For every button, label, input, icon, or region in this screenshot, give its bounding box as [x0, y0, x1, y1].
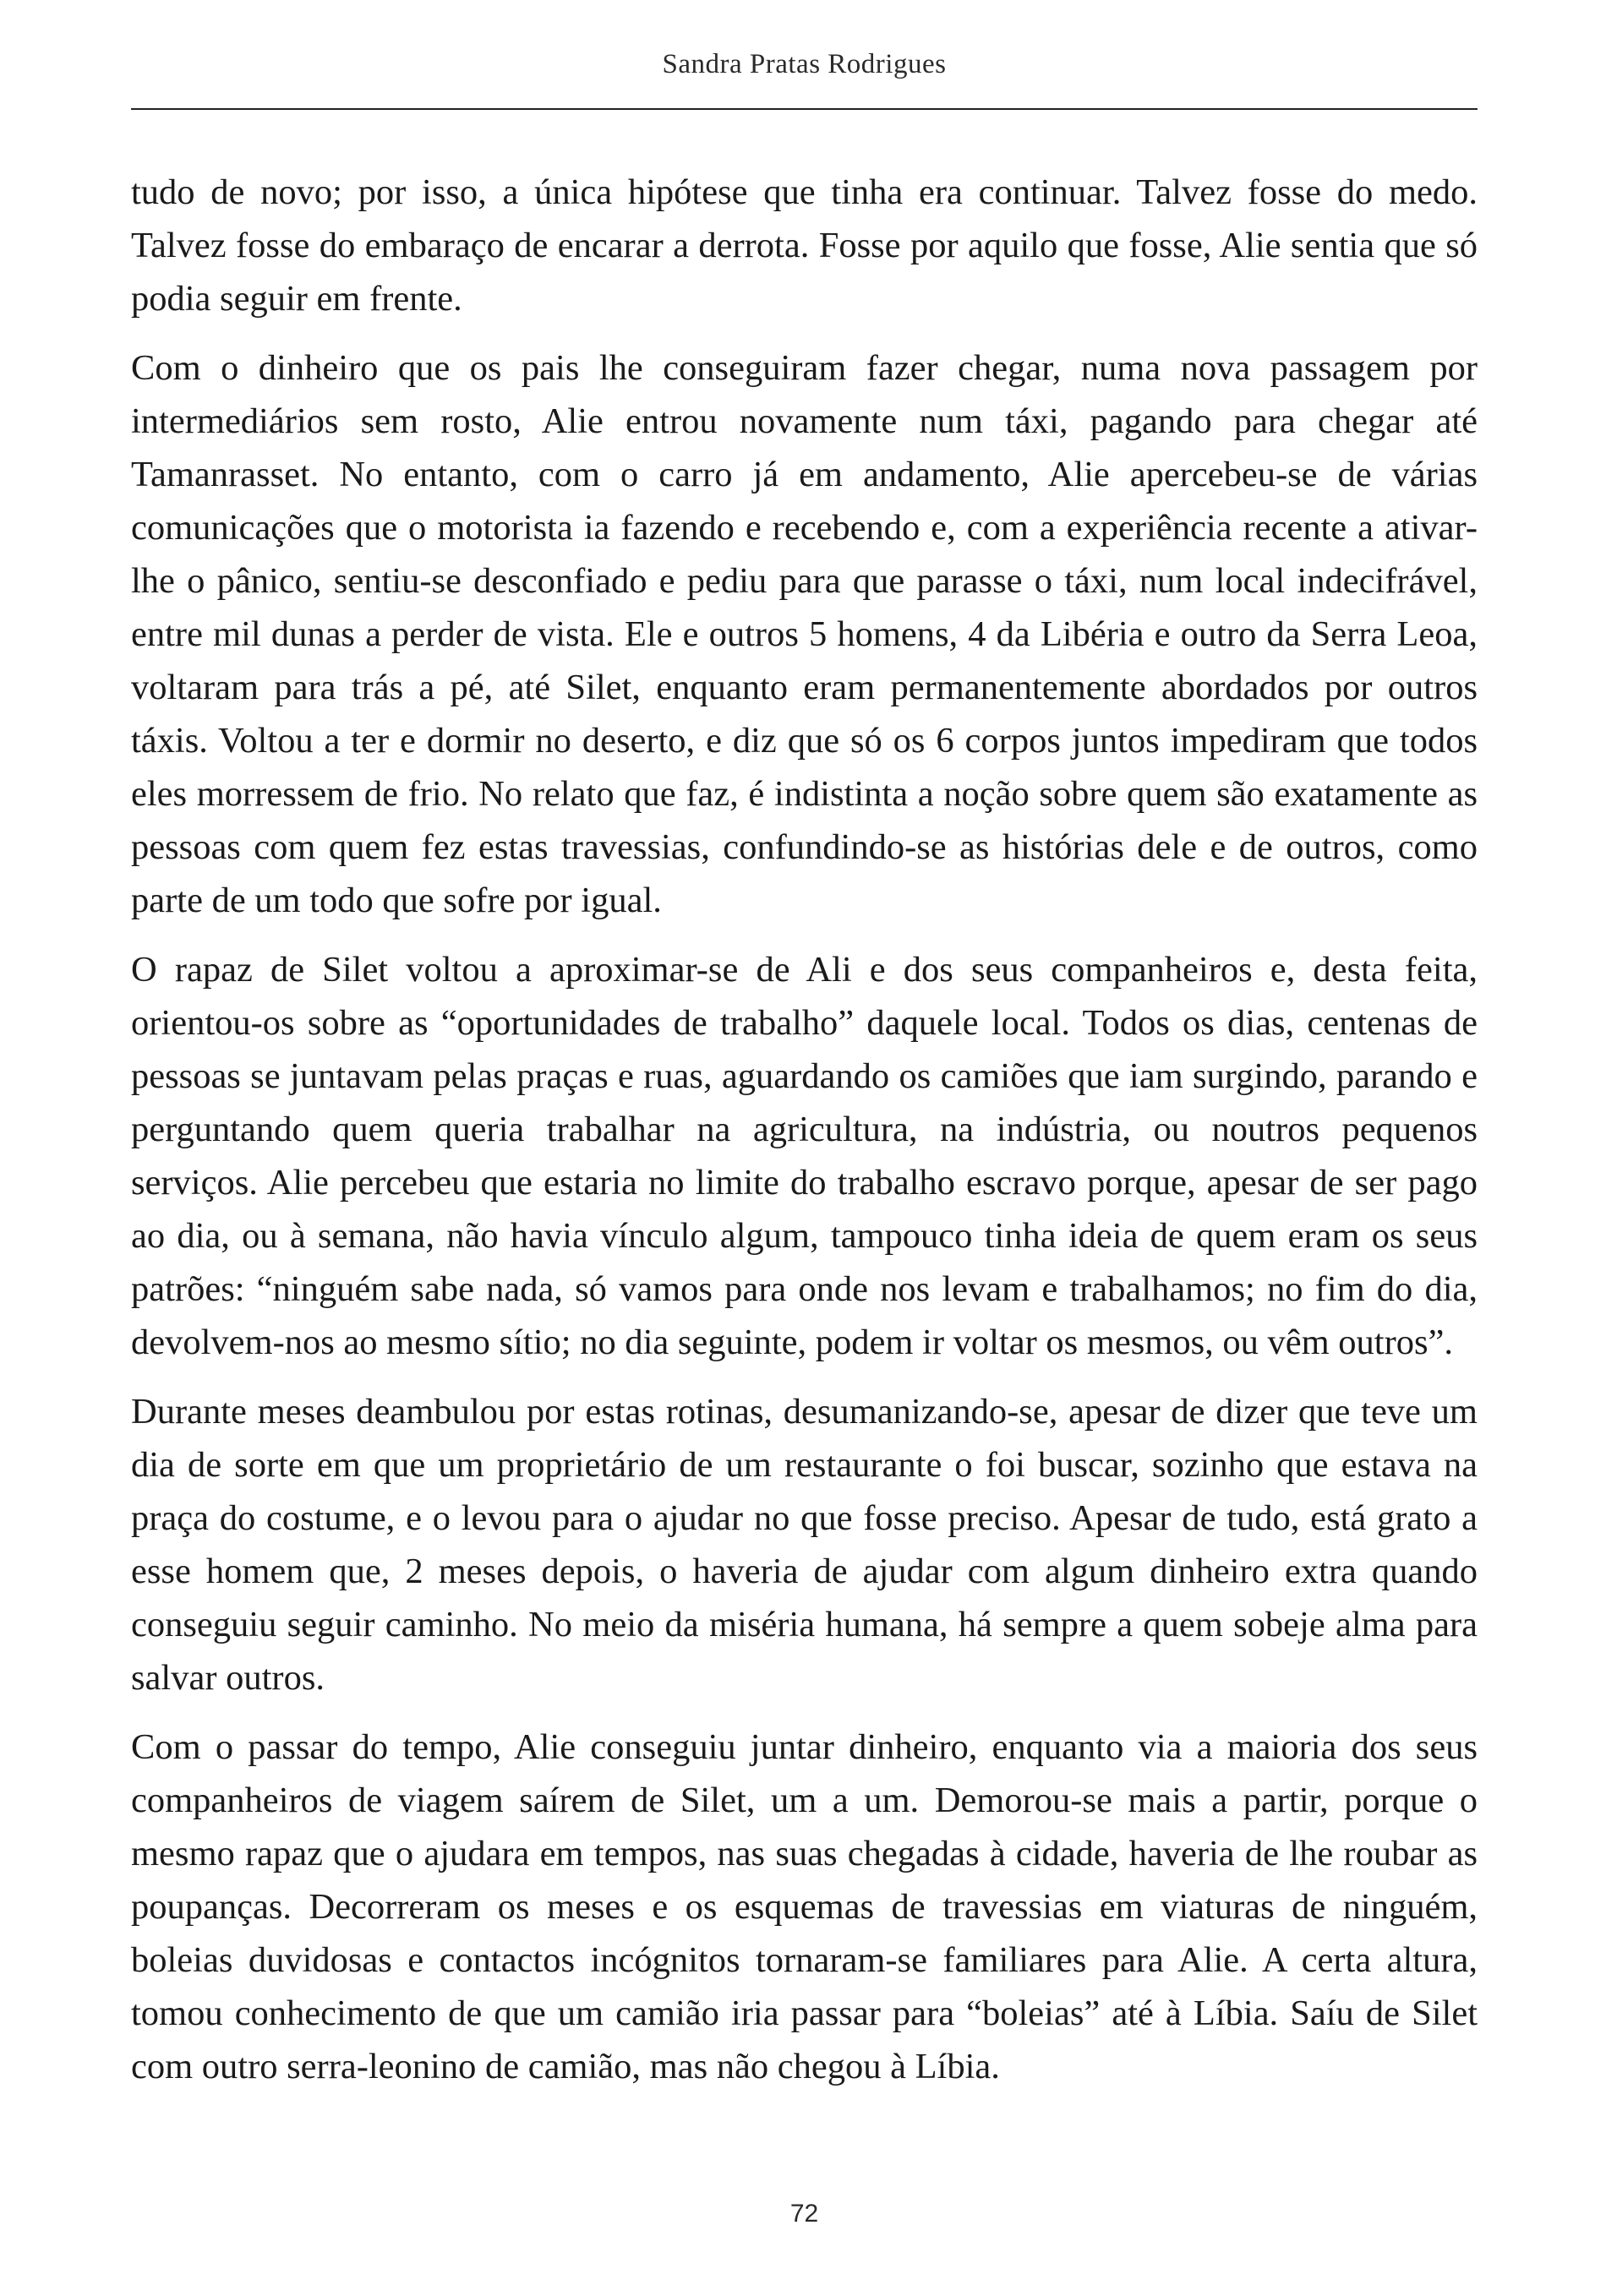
body-text [131, 166, 1478, 2109]
running-header-author: Sandra Pratas Rodrigues [662, 49, 947, 79]
paragraph: O rapaz de Silet voltou a aproximar-se de Ali e dos seus companheiros e, desta feita, orientou-os sobre as “oportunidades de trabalho” daquele local. Todos os dias, centenas de pessoas se juntavam pelas praças e ruas, aguardando os camiões que iam surgindo, parando e perguntando quem queria trabalhar na agricultura, na indústria, ou noutros pequenos serviços. Alie percebeu que estaria no limite do trabalho escravo porque, apesar de ser pago ao dia, ou à semana, não havia vínculo algum, tampouco tinha ideia de quem eram os seus patrões: “ninguém sabe nada, só vamos para onde nos levam e trabalhamos; no fim do dia, devolvem-nos ao mesmo sítio; no dia seguinte, podem ir voltar os mesmos, ou vêm outros”. [131, 950, 1478, 1362]
paragraph: Durante meses deambulou por estas rotinas, desumanizando-se, apesar de dizer que teve um dia de sorte em que um proprietário de um restaurante o foi buscar, sozinho que estava na praça do costume, e o levou para o ajudar no que fosse preciso. Apesar de tudo, está grato a esse homem que, 2 meses depois, o haveria de ajudar com algum dinheiro extra quando conseguiu seguir caminho. No meio da miséria humana, há sempre a quem sobeje alma para salvar outros. [131, 1392, 1478, 1698]
paragraph: Com o passar do tempo, Alie conseguiu juntar dinheiro, enquanto via a maioria dos seus companheiros de viagem saírem de Silet, um a um. Demorou-se mais a partir, porque o mesmo rapaz que o ajudara em tempos, nas suas chegadas à cidade, haveria de lhe roubar as poupanças. Decorreram os meses e os esquemas de travessias em viaturas de ninguém, boleias duvidosas e contactos incógnitos tornaram-se familiares para Alie. A certa altura, tomou conhecimento de que um camião iria passar para “boleias” até à Líbia. Saíu de Silet com outro serra-leonino de camião, mas não chegou à Líbia. [131, 1727, 1478, 2086]
page-number: 72 [789, 2200, 819, 2228]
header-divider [131, 108, 1478, 110]
paragraph: tudo de novo; por isso, a única hipótese que tinha era continuar. Talvez fosse do medo. Talvez fosse do embaraço de encarar a derrota. Fosse por aquilo que fosse, Alie sentia que só podia seguir em frente. [131, 172, 1478, 319]
paragraph: Com o dinheiro que os pais lhe conseguiram fazer chegar, numa nova passagem por intermediários sem rosto, Alie entrou novamente num táxi, pagando para chegar até Tamanrasset. No entanto, com o carro já em andamento, Alie apercebeu-se de várias comunicações que o motorista ia fazendo e recebendo e, com a experiência recente a ativar-lhe o pânico, sentiu-se desconfiado e pediu para que parasse o táxi, num local indecifrável, entre mil dunas a perder de vista. Ele e outros 5 homens, 4 da Libéria e outro da Serra Leoa, voltaram para trás a pé, até Silet, enquanto eram permanentemente abordados por outros táxis. Voltou a ter e dormir no deserto, e diz que só os 6 corpos juntos impediram que todos eles morressem de frio. No relato que faz, é indistinta a noção sobre quem são exatamente as pessoas com quem fez estas travessias, confundindo-se as histórias dele e de outros, como parte de um todo que sofre por igual. [131, 348, 1478, 920]
